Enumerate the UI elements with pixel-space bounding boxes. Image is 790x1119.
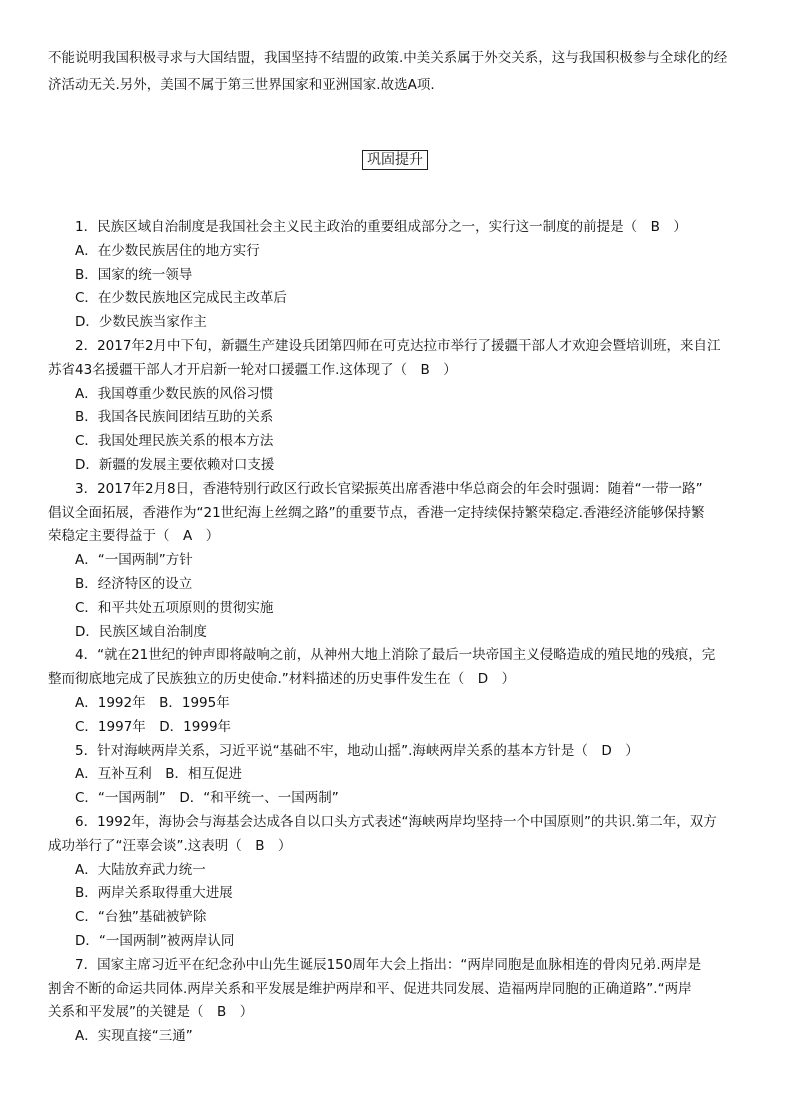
intro-line-1: 不能说明我国积极寻求与大国结盟，我国坚持不结盟的政策.中美关系属于外交关系，这与我国积极参与全球化的经 [48,50,728,66]
answer-option: A．互补互利 B．相互促进 [75,766,242,783]
question-stem-continued: 整而彻底地完成了民族独立的历史使命.”材料描述的历史事件发生在（ D ） [48,671,516,688]
question-stem: 2．2017年2月中下旬，新疆生产建设兵团第四师在可克达拉市举行了援疆干部人才欢迎会暨培训班，来自江 [75,338,721,354]
answer-option: C．“一国两制” D．“和平统一、一国两制” [75,790,339,807]
answer-option: D．少数民族当家作主 [75,314,207,331]
question-stem: 5．针对海峡两岸关系，习近平说“基础不牢，地动山摇”.海峡两岸关系的基本方针是（ D ） [75,742,639,759]
question-stem: 7．国家主席习近平在纪念孙中山先生诞辰150周年大会上指出：“两岸同胞是血脉相连的骨肉兄弟.两岸是 [75,956,702,973]
section-title [0,150,790,170]
question-stem-continued: 荣稳定主要得益于（ A ） [48,528,220,545]
intro-line-2: 济活动无关.另外，美国不属于第三世界国家和亚洲国家.故选A项. [48,77,435,93]
answer-option: C．我国处理民族关系的根本方法 [75,433,274,450]
question-stem-continued: 苏省43名援疆干部人才开启新一轮对口援疆工作.这体现了（ B ） [48,361,457,378]
question-stem: 6．1992年，海协会与海基会达成各自以口头方式表述“海峡两岸均坚持一个中国原则”的共识.第二年，双方 [75,814,717,830]
answer-option: A．“一国两制”方针 [75,552,193,569]
question-stem-continued: 倡议全面拓展，香港作为“21世纪海上丝绸之路”的重要节点，香港一定持续保持繁荣稳定.香港经济能够保持繁 [48,504,705,521]
question-stem-continued: 割舍不断的命运共同体.两岸关系和平发展是维护两岸和平、促进共同发展、造福两岸同胞的正确道路”.“两岸 [48,980,692,997]
answer-option: D．民族区域自治制度 [75,623,207,640]
answer-option: A．1992年 B．1995年 [75,695,230,711]
answer-option: A．实现直接“三通” [75,1028,193,1045]
question-stem-continued: 成功举行了“汪辜会谈”.这表明（ B ） [48,837,292,854]
answer-option: B．经济特区的设立 [75,576,193,592]
answer-option: B．两岸关系取得重大进展 [75,885,233,902]
answer-option: D．“一国两制”被两岸认同 [75,933,235,949]
answer-option: B．国家的统一领导 [75,266,193,283]
question-stem: 3．2017年2月8日，香港特别行政区行政长官梁振英出席香港中华总商会的年会时强调：随着“一带一路” [75,480,703,497]
answer-option: C．“台独”基础被铲除 [75,909,207,926]
section-title-text: 巩固提升 [362,150,428,170]
question-stem: 1．民族区域自治制度是我国社会主义民主政治的重要组成部分之一，实行这一制度的前提是（ B ） [75,219,687,235]
question-stem-continued: 关系和平发展”的关键是（ B ） [48,1004,254,1021]
answer-option: A．我国尊重少数民族的风俗习惯 [75,385,274,402]
answer-option: A．大陆放弃武力统一 [75,861,206,878]
answer-option: C．1997年 D．1999年 [75,718,232,735]
answer-option: D．新疆的发展主要依赖对口支援 [75,457,275,473]
answer-option: C．和平共处五项原则的贯彻实施 [75,599,274,616]
answer-option: B．我国各民族间团结互助的关系 [75,409,274,426]
answer-option: A．在少数民族居住的地方实行 [75,242,260,259]
question-stem: 4．“就在21世纪的钟声即将敲响之前，从神州大地上消除了最后一块帝国主义侵略造成的殖民地的残痕，完 [75,647,716,664]
answer-option: C．在少数民族地区完成民主改革后 [75,290,287,307]
